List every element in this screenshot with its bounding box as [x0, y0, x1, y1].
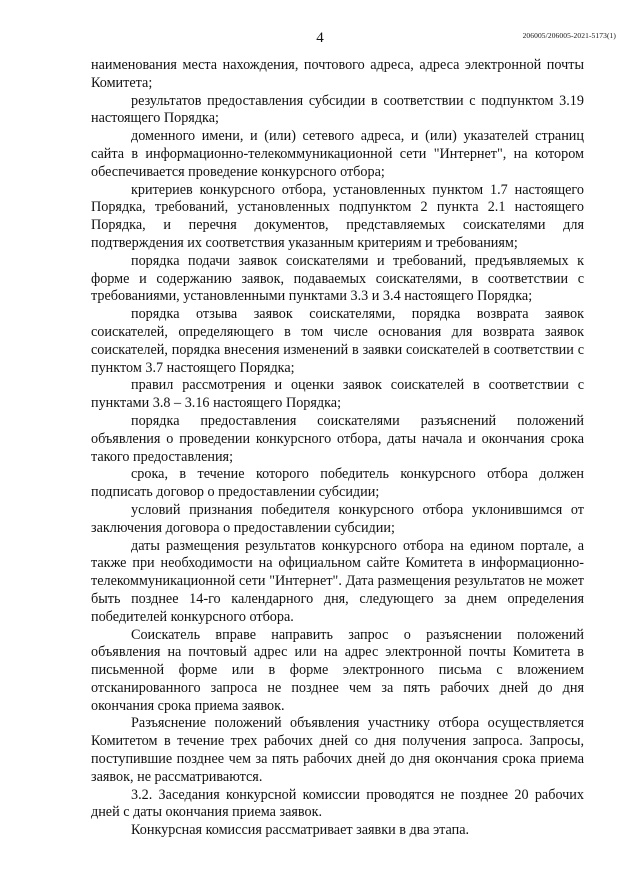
paragraph: Разъяснение положений объявления участнику отбора осуществляется Комитетом в течение трех рабочих дней со дня получения запроса. Запросы, поступившие позднее чем за пять рабочих дней до дня окончания срока приема заявок, не рассматриваются.	[91, 715, 584, 785]
paragraph: правил рассмотрения и оценки заявок соискателей в соответствии с пунктами 3.8 – 3.16 настоящего Порядка;	[91, 377, 584, 412]
page-number: 4	[316, 30, 324, 46]
document-id: 206005/206005-2021-5173(1)	[522, 31, 616, 40]
paragraph: критериев конкурсного отбора, установленных пунктом 1.7 настоящего Порядка, требований, установленных подпунктом 2 пункта 2.1 настоящего Порядка, и перечня документов, представляемых соискателями для подтверждения их соответствия указанным критериям и требованиям;	[91, 181, 584, 251]
paragraph: срока, в течение которого победитель конкурсного отбора должен подписать договор о предоставлении субсидии;	[91, 466, 584, 501]
paragraph: даты размещения результатов конкурсного отбора на едином портале, а также при необходимости на официальном сайте Комитета в информационно-телекоммуникационной сети "Интернет". Дата размещения результатов не может быть позднее 14-го календарного дня, следующего за днем определения победителей конкурсного отбора.	[91, 537, 584, 625]
paragraph: порядка предоставления соискателями разъяснений положений объявления о проведении конкурсного отбора, даты начала и окончания срока такого предоставления;	[91, 412, 584, 465]
paragraph: 3.2. Заседания конкурсной комиссии проводятся не позднее 20 рабочих дней с даты окончания приема заявок.	[91, 786, 584, 821]
paragraph: порядка отзыва заявок соискателями, порядка возврата заявок соискателей, определяющего в том числе основания для возврата заявок соискателей, порядка внесения изменений в заявки соискателей в соответствии с пунктом 3.7 настоящего Порядка;	[91, 306, 584, 376]
paragraph: доменного имени, и (или) сетевого адреса, и (или) указателей страниц сайта в информационно-телекоммуникационной сети "Интернет", на котором обеспечивается проведение конкурсного отбора;	[91, 128, 584, 180]
body-text	[91, 57, 584, 840]
paragraph: Конкурсная комиссия рассматривает заявки в два этапа.	[131, 822, 470, 839]
paragraph: условий признания победителя конкурсного отбора уклонившимся от заключения договора о предоставлении субсидии;	[91, 501, 584, 536]
paragraph: результатов предоставления субсидии в соответствии с подпунктом 3.19 настоящего Порядка;	[91, 92, 584, 127]
paragraph: порядка подачи заявок соискателями и требований, предъявляемых к форме и содержанию заявок, подаваемых соискателями, в соответствии с требованиями, установленными пунктами 3.3 и 3.4 настоящего Порядка;	[91, 252, 584, 305]
paragraph: Соискатель вправе направить запрос о разъяснении положений объявления на почтовый адрес или на адрес электронной почты Комитета в письменной форме или в форме электронного письма с вложением отсканированного запроса не позднее чем за пять рабочих дней до дня окончания срока приема заявок.	[91, 626, 584, 714]
paragraph: наименования места нахождения, почтового адреса, адреса электронной почты Комитета;	[91, 57, 584, 91]
